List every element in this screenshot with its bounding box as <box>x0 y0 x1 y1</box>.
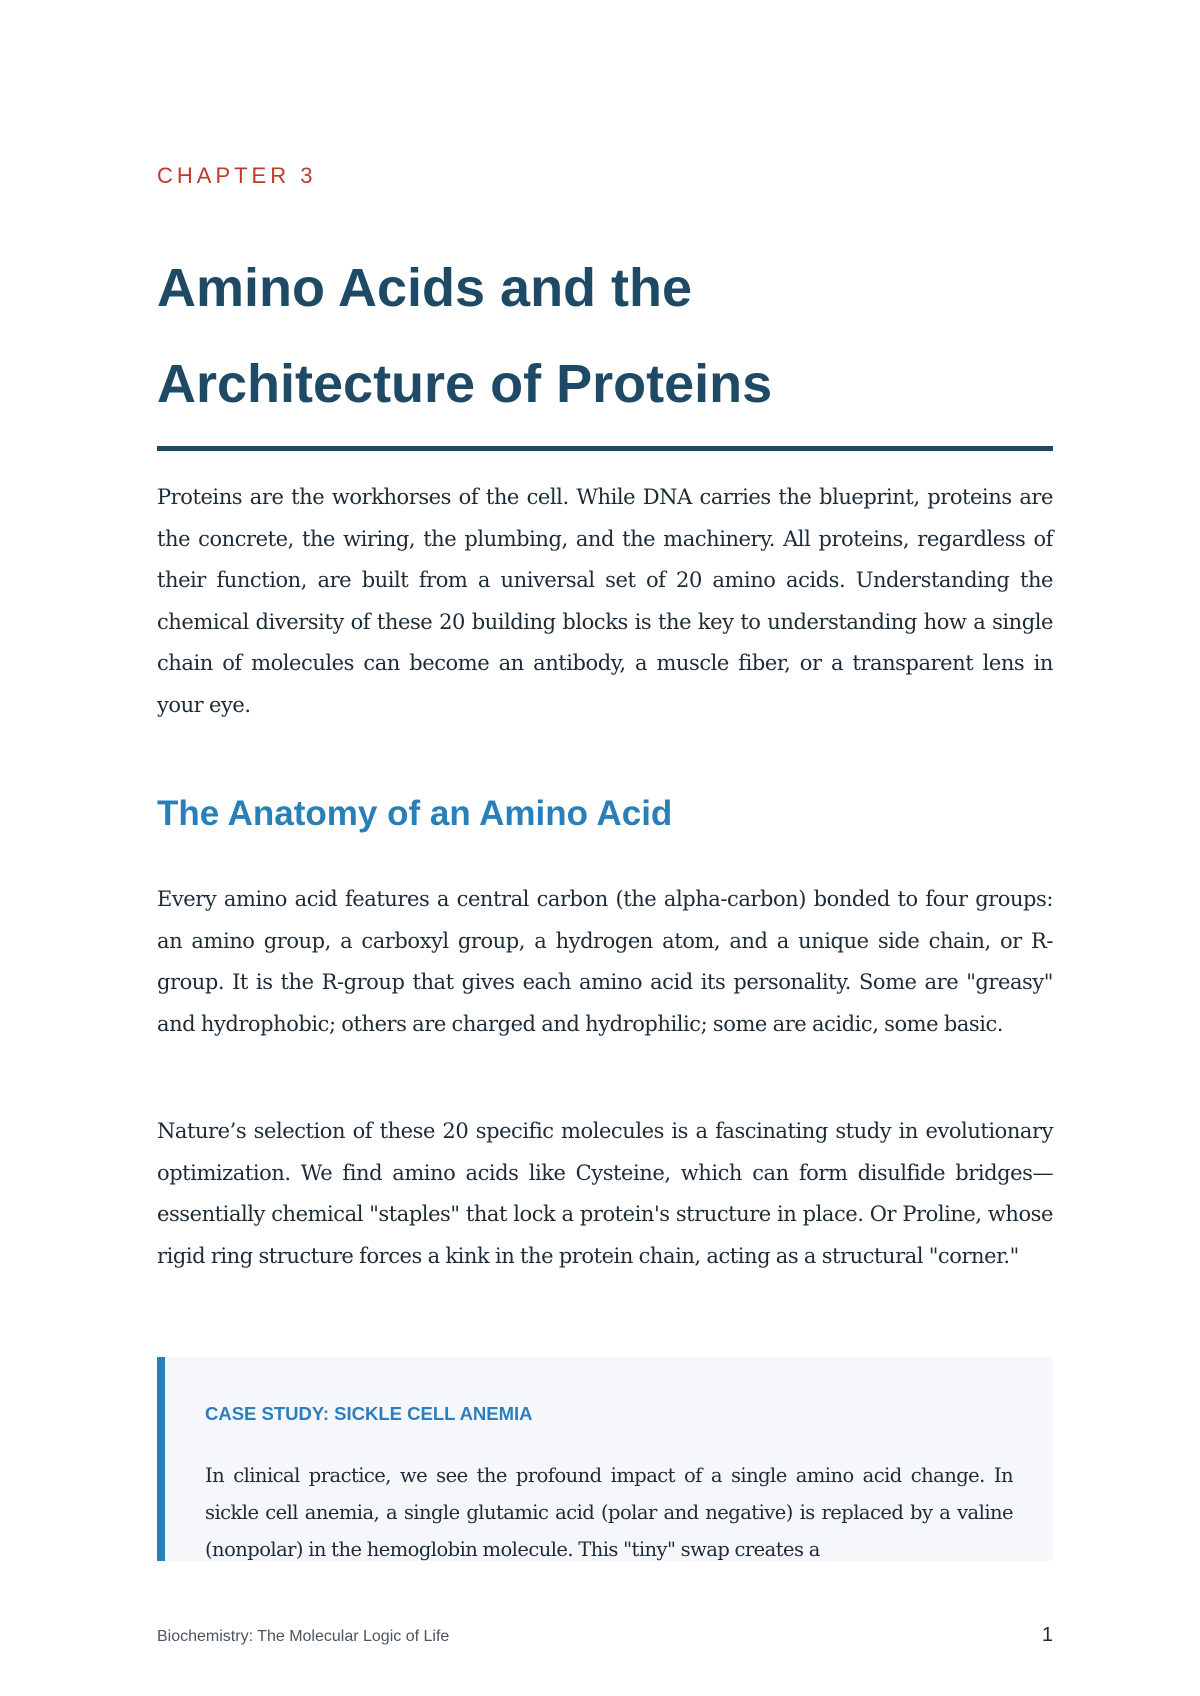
callout-accent-bar <box>157 1357 165 1561</box>
intro-paragraph: Proteins are the workhorses of the cell. While DNA carries the blueprint, proteins are the concrete, the wiring, the plumbing, and the machinery. All proteins, regardless of their function, are built from a universal set of 20 amino acids. Understanding the chemical diversity of these 20 building blocks is the key to understanding how a single chain of molecules can become an antibody, a muscle fiber, or a transparent lens in your eye. <box>157 485 1053 717</box>
page-number: 1 <box>1041 1624 1053 1646</box>
body-paragraph: Every amino acid features a central carbon (the alpha-carbon) bonded to four groups: an amino group, a carboxyl group, a hydrogen atom, and a unique side chain, or R-group. It is the R-group that gives each amino acid its personality. Some are "greasy" and hydrophobic; others are charged and hydrophilic; some are acidic, some basic. <box>157 887 1053 1036</box>
case-study-title: CASE STUDY: SICKLE CELL ANEMIA <box>205 1403 533 1424</box>
section-heading: The Anatomy of an Amino Acid <box>157 794 673 833</box>
chapter-label: CHAPTER 3 <box>157 163 317 188</box>
body-paragraph: Nature’s selection of these 20 specific molecules is a fascinating study in evolutionary optimization. We find amino acids like Cysteine, which can form disulfide bridges—essentially chemical "staples" that lock a protein's structure in place. Or Proline, whose rigid ring structure forces a kink in the protein chain, acting as a structural "corner." <box>157 1119 1053 1268</box>
case-study-text: In clinical practice, we see the profound impact of a single amino acid change. In sickle cell anemia, a single glutamic acid (polar and negative) is replaced by a valine (nonpolar) in the hemoglobin molecule. This "tiny" swap creates a <box>205 1464 1013 1561</box>
footer-book-title: Biochemistry: The Molecular Logic of Life <box>157 1628 450 1645</box>
title-divider <box>157 446 1053 451</box>
chapter-title-line-2: Architecture of Proteins <box>157 354 773 414</box>
case-study-callout <box>157 1357 1053 1561</box>
chapter-title-line-1: Amino Acids and the <box>157 258 693 318</box>
document-page <box>157 0 1053 1696</box>
chapter-title <box>157 240 1053 432</box>
